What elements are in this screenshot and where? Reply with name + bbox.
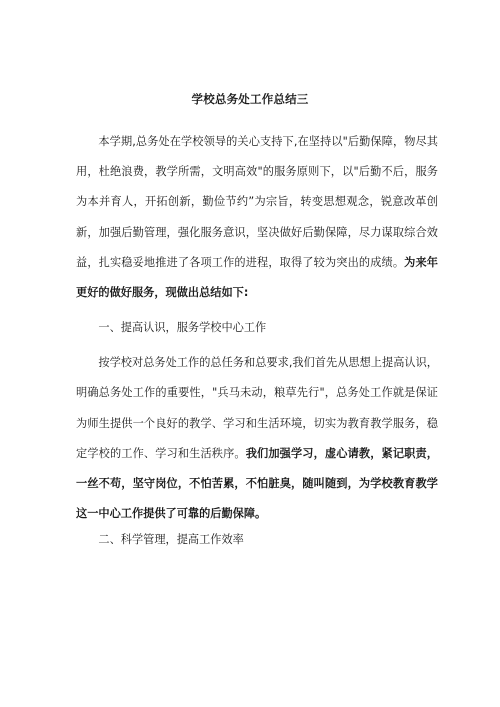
document-title: 学校总务处工作总结三 bbox=[191, 92, 309, 106]
intro-paragraph-bold-text: 为来年更好的做好服务，现做出总结如下: bbox=[76, 255, 438, 300]
intro-paragraph-text: 本学期,总务处在学校领导的关心支持下,在坚持以"后勤保障，物尽其用，杜绝浪费，教学所需，文明高效"的服务原则下，以"后勤不后，服务为本并育人，开拓创新，勤俭节约”为宗旨，转变思想观念，锐意改革创新，加强后勤管理，强化服务意识，坚决做好后勤保障，尽力谋取综合效益，扎实稳妥地推进了各项工作的进程，取得了较为突出的成绩。 bbox=[76, 135, 438, 269]
section-1-paragraph-bold-text: 我们加强学习，虚心请教，紧记职责，一丝不苟，坚守岗位，不怕苦累，不怕脏臭，随叫随到，为学校教育教学这一中心工作提供了可靠的后勤保障。 bbox=[76, 446, 438, 521]
intro-paragraph bbox=[76, 127, 438, 308]
section-heading-1: 一、提高认识，服务学校中心工作 bbox=[98, 321, 267, 335]
section-1-paragraph-text: 按学校对总务处工作的总任务和总要求,我们首先从思想上提高认识，明确总务处工作的重要性，"兵马未动，粮草先行"，总务处工作就是保证为师生提供一个良好的教学、学习和生活环境，切实为教育教学服务，稳定学校的工作、学习和生活秩序。 bbox=[76, 356, 438, 460]
section-1-paragraph bbox=[76, 348, 438, 529]
document-body bbox=[76, 127, 438, 555]
section-heading-2: 二、科学管理，提高工作效率 bbox=[98, 533, 244, 547]
